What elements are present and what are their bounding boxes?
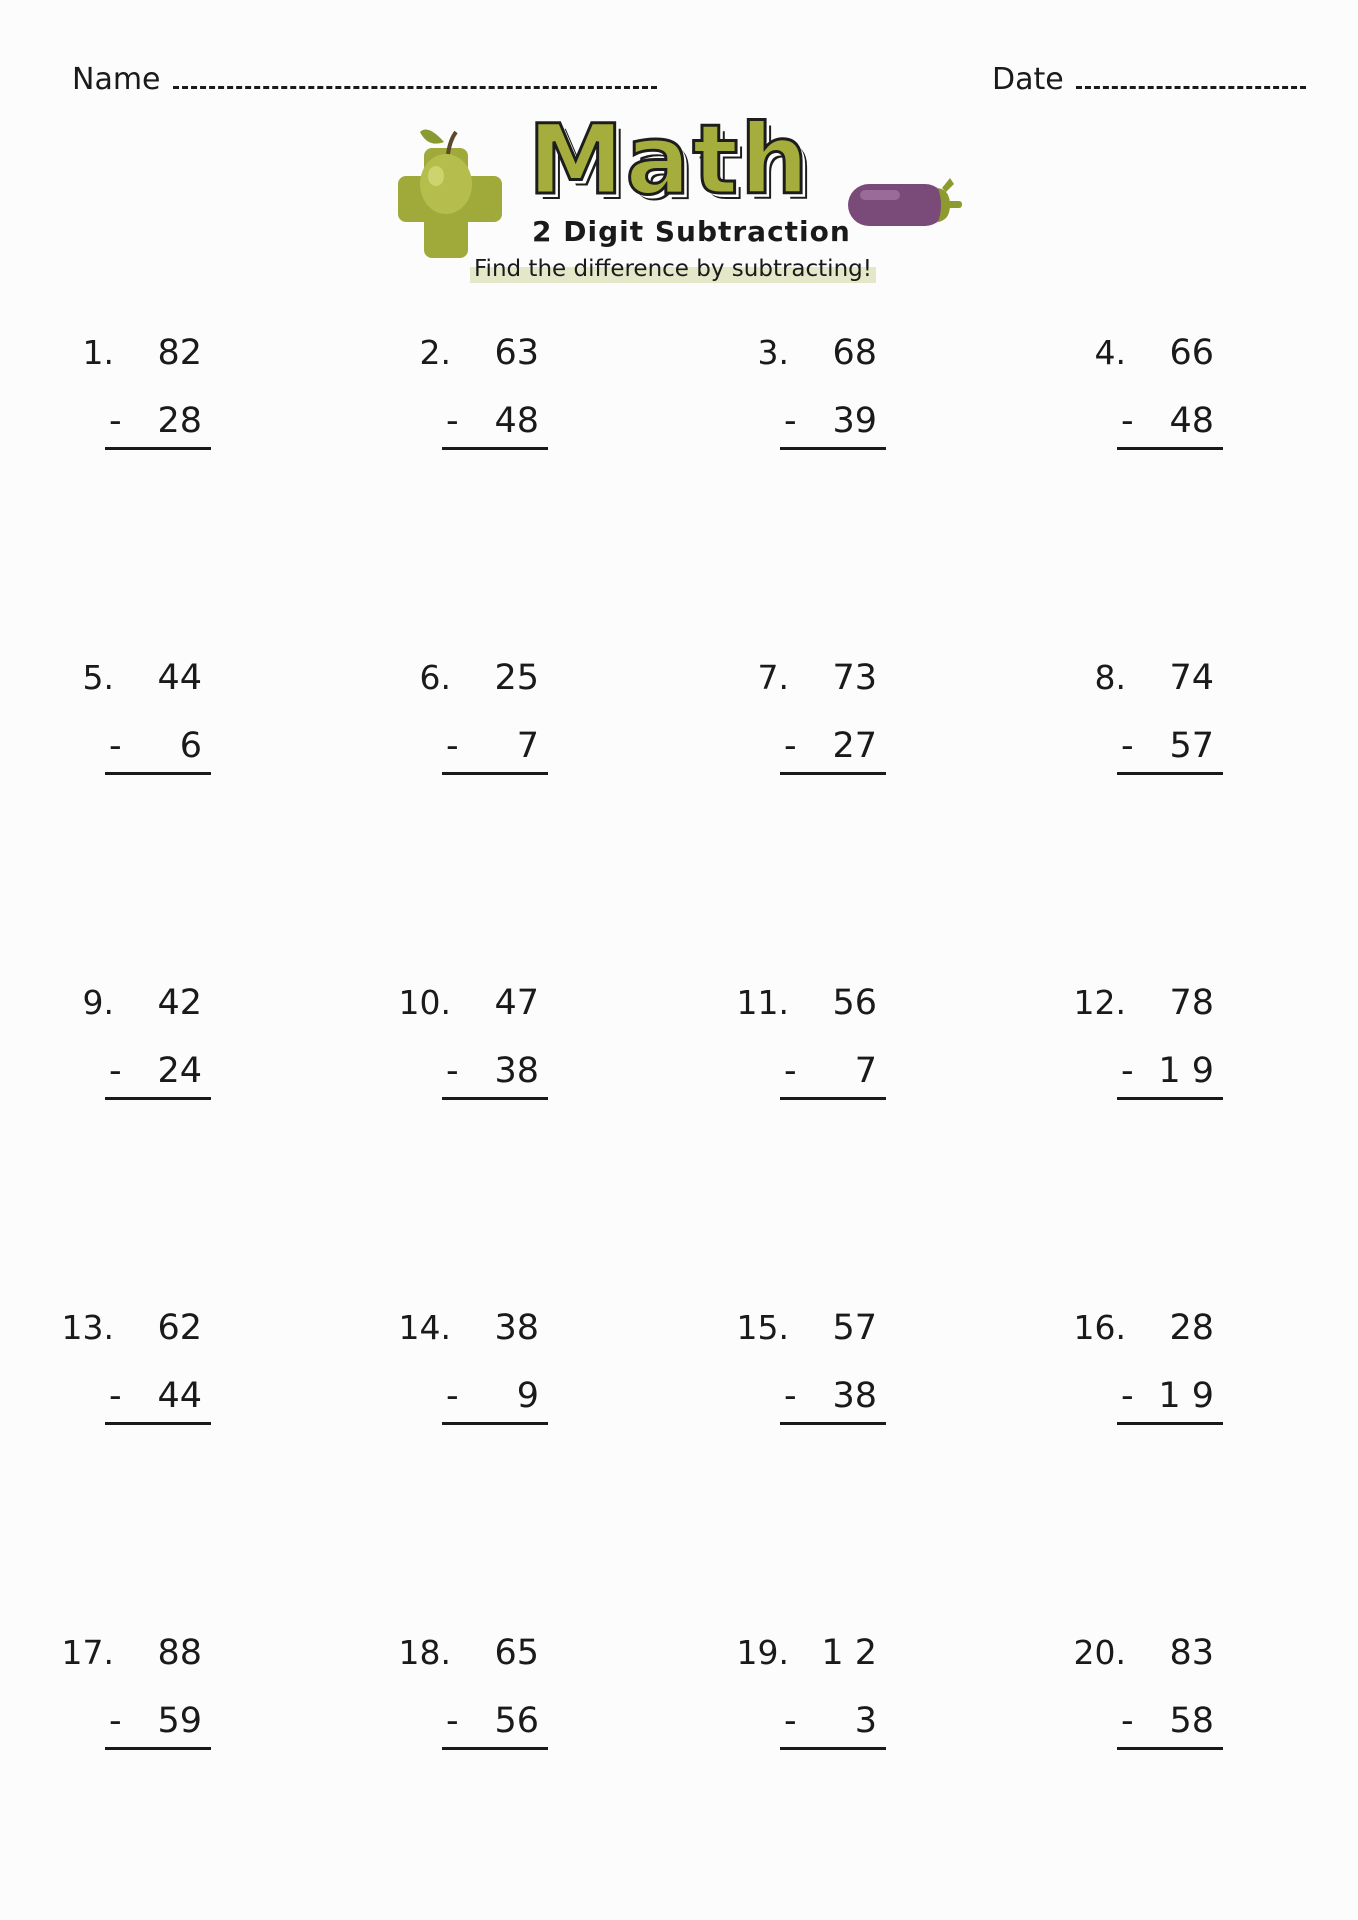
subtrahend: 59	[157, 1701, 202, 1741]
minus-sign: -	[1121, 1051, 1134, 1091]
problem-number: 1.	[82, 333, 114, 372]
subtrahend: 39	[832, 401, 877, 441]
problem-13	[44, 1308, 254, 1448]
problem-3	[719, 333, 929, 473]
eggplant-icon	[846, 174, 964, 230]
minuend: 82	[157, 333, 202, 373]
answer-line	[442, 447, 548, 450]
minus-sign: -	[784, 1376, 797, 1416]
minuend: 38	[494, 1308, 539, 1348]
minus-sign: -	[446, 1701, 459, 1741]
subtrahend: 7	[854, 1051, 877, 1091]
minus-sign: -	[784, 1051, 797, 1091]
minuend: 44	[157, 658, 202, 698]
minus-sign: -	[109, 1051, 122, 1091]
answer-line	[1117, 1747, 1223, 1750]
problem-number: 17.	[61, 1633, 114, 1672]
subtrahend: 3	[854, 1701, 877, 1741]
minus-sign: -	[446, 401, 459, 441]
answer-line	[105, 1422, 211, 1425]
minuend: 28	[1169, 1308, 1214, 1348]
date-field[interactable]	[992, 60, 1306, 97]
answer-line	[105, 1097, 211, 1100]
minuend: 56	[832, 983, 877, 1023]
problem-4	[1056, 333, 1266, 473]
problem-number: 11.	[736, 983, 789, 1022]
date-label: Date	[992, 62, 1064, 97]
worksheet-header	[398, 104, 964, 288]
subtrahend: 1 9	[1158, 1051, 1214, 1091]
worksheet-instruction: Find the difference by subtracting!	[470, 256, 876, 283]
minus-sign: -	[1121, 1701, 1134, 1741]
minus-sign: -	[446, 726, 459, 766]
answer-line	[442, 1747, 548, 1750]
problem-2	[381, 333, 591, 473]
problem-8	[1056, 658, 1266, 798]
answer-line	[1117, 1097, 1223, 1100]
answer-line	[780, 447, 886, 450]
problem-14	[381, 1308, 591, 1448]
subtrahend: 57	[1169, 726, 1214, 766]
minus-sign: -	[1121, 726, 1134, 766]
minus-sign: -	[446, 1051, 459, 1091]
problem-number: 8.	[1094, 658, 1126, 697]
minus-sign: -	[109, 1376, 122, 1416]
minuend: 74	[1169, 658, 1214, 698]
answer-line	[442, 1097, 548, 1100]
minus-sign: -	[784, 1701, 797, 1741]
answer-line	[780, 1097, 886, 1100]
minus-sign: -	[109, 726, 122, 766]
minuend: 62	[157, 1308, 202, 1348]
subtrahend: 44	[157, 1376, 202, 1416]
minuend: 25	[494, 658, 539, 698]
problem-number: 20.	[1073, 1633, 1126, 1672]
problem-7	[719, 658, 929, 798]
problem-number: 7.	[757, 658, 789, 697]
minuend: 47	[494, 983, 539, 1023]
minuend: 73	[832, 658, 877, 698]
minuend: 83	[1169, 1633, 1214, 1673]
minus-sign: -	[446, 1376, 459, 1416]
minuend: 42	[157, 983, 202, 1023]
name-label: Name	[72, 62, 161, 97]
problem-number: 13.	[61, 1308, 114, 1347]
minuend: 78	[1169, 983, 1214, 1023]
problem-6	[381, 658, 591, 798]
problem-19	[719, 1633, 929, 1773]
problem-number: 12.	[1073, 983, 1126, 1022]
minus-sign: -	[784, 726, 797, 766]
minuend: 88	[157, 1633, 202, 1673]
problem-number: 9.	[82, 983, 114, 1022]
minuend: 57	[832, 1308, 877, 1348]
minuend: 66	[1169, 333, 1214, 373]
problem-number: 15.	[736, 1308, 789, 1347]
problem-20	[1056, 1633, 1266, 1773]
problem-number: 5.	[82, 658, 114, 697]
minus-sign: -	[109, 1701, 122, 1741]
problem-number: 6.	[419, 658, 451, 697]
subtrahend: 48	[494, 401, 539, 441]
minus-sign: -	[784, 401, 797, 441]
problem-5	[44, 658, 254, 798]
date-blank[interactable]	[1076, 60, 1306, 89]
subtrahend: 28	[157, 401, 202, 441]
minus-sign: -	[1121, 1376, 1134, 1416]
subtrahend: 48	[1169, 401, 1214, 441]
minuend: 1 2	[821, 1633, 877, 1673]
minus-sign: -	[1121, 401, 1134, 441]
answer-line	[442, 1422, 548, 1425]
subtrahend: 27	[832, 726, 877, 766]
problem-11	[719, 983, 929, 1123]
problem-number: 18.	[398, 1633, 451, 1672]
answer-line	[780, 1747, 886, 1750]
minuend: 63	[494, 333, 539, 373]
subtrahend: 6	[179, 726, 202, 766]
problem-17	[44, 1633, 254, 1773]
plus-apple-icon	[398, 122, 502, 258]
problem-number: 2.	[419, 333, 451, 372]
answer-line	[105, 772, 211, 775]
subtrahend: 24	[157, 1051, 202, 1091]
problem-15	[719, 1308, 929, 1448]
problem-number: 14.	[398, 1308, 451, 1347]
problem-number: 4.	[1094, 333, 1126, 372]
subtrahend: 1 9	[1158, 1376, 1214, 1416]
problem-number: 16.	[1073, 1308, 1126, 1347]
subtrahend: 7	[516, 726, 539, 766]
answer-line	[780, 772, 886, 775]
minuend: 65	[494, 1633, 539, 1673]
answer-line	[1117, 447, 1223, 450]
answer-line	[105, 447, 211, 450]
answer-line	[442, 772, 548, 775]
subtrahend: 38	[494, 1051, 539, 1091]
answer-line	[780, 1422, 886, 1425]
subtrahend: 9	[516, 1376, 539, 1416]
worksheet-title: Math	[528, 104, 811, 216]
problem-number: 3.	[757, 333, 789, 372]
subtrahend: 38	[832, 1376, 877, 1416]
problem-18	[381, 1633, 591, 1773]
name-blank[interactable]	[173, 60, 657, 89]
problem-number: 19.	[736, 1633, 789, 1672]
problem-12	[1056, 983, 1266, 1123]
problem-10	[381, 983, 591, 1123]
minuend: 68	[832, 333, 877, 373]
subtrahend: 58	[1169, 1701, 1214, 1741]
minus-sign: -	[109, 401, 122, 441]
answer-line	[105, 1747, 211, 1750]
problem-9	[44, 983, 254, 1123]
subtrahend: 56	[494, 1701, 539, 1741]
problem-1	[44, 333, 254, 473]
problem-16	[1056, 1308, 1266, 1448]
worksheet-subtitle: 2 Digit Subtraction	[532, 215, 851, 248]
problem-number: 10.	[398, 983, 451, 1022]
answer-line	[1117, 1422, 1223, 1425]
name-field[interactable]	[72, 60, 657, 97]
answer-line	[1117, 772, 1223, 775]
